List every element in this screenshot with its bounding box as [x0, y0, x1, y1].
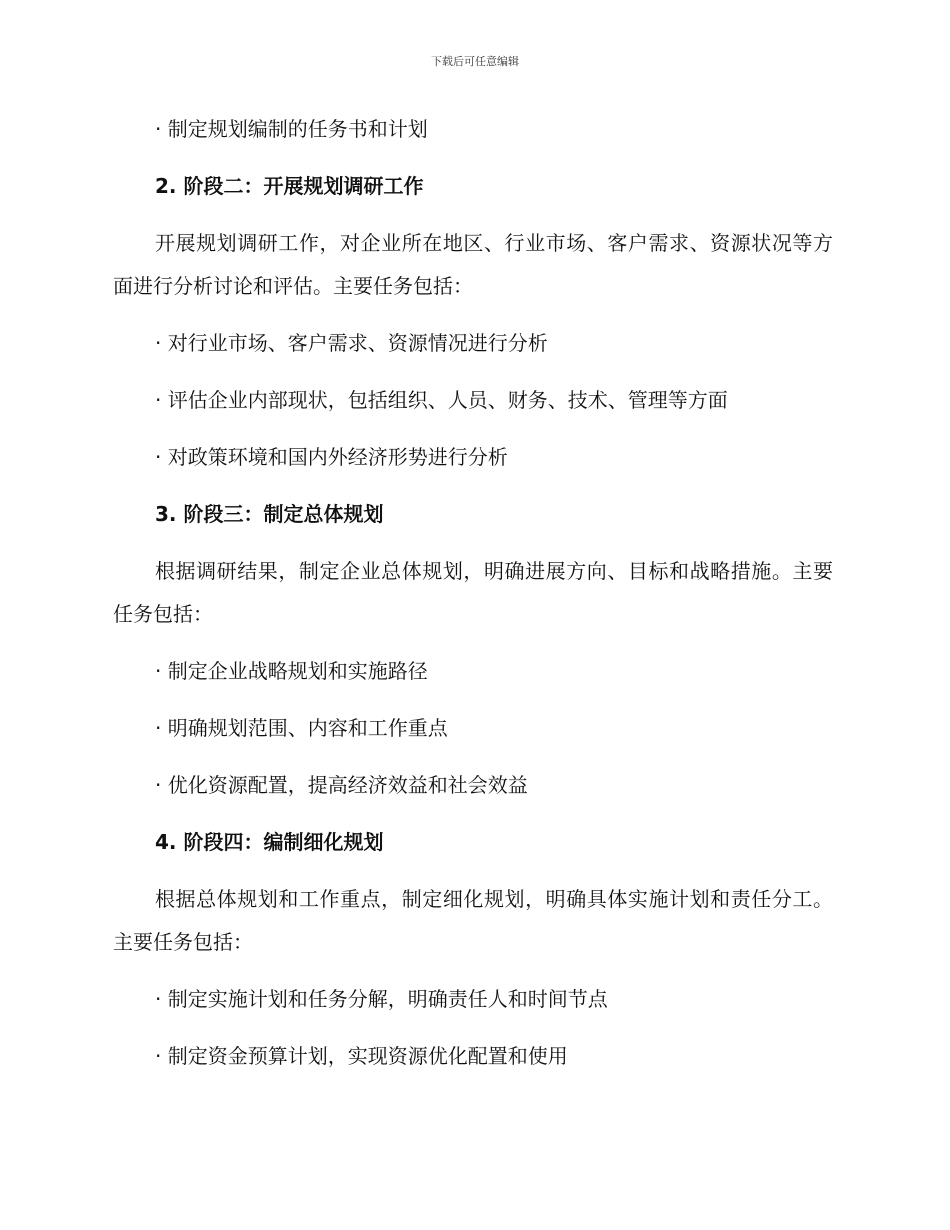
paragraph: 根据调研结果，制定企业总体规划，明确进展方向、目标和战略措施。主要任务包括： — [113, 559, 833, 626]
bullet-item: · 对政策环境和国内外经济形势进行分析 — [155, 445, 508, 469]
bullet-item: · 评估企业内部现状，包括组织、人员、财务、技术、管理等方面 — [155, 388, 728, 412]
bullet-item: · 制定实施计划和任务分解，明确责任人和时间节点 — [155, 987, 608, 1011]
bullet-item: · 优化资源配置，提高经济效益和社会效益 — [155, 773, 528, 797]
paragraph: 根据总体规划和工作重点，制定细化规划，明确具体实施计划和责任分工。主要任务包括： — [113, 887, 833, 954]
section-heading: 4. 阶段四：编制细化规划 — [155, 830, 384, 854]
page-header-note: 下载后可任意编辑 — [431, 55, 519, 68]
bullet-item: · 制定资金预算计划，实现资源优化配置和使用 — [155, 1044, 568, 1068]
bullet-item: · 制定企业战略规划和实施路径 — [155, 659, 428, 683]
bullet-item: · 制定规划编制的任务书和计划 — [155, 117, 428, 141]
bullet-item: · 明确规划范围、内容和工作重点 — [155, 716, 448, 740]
document-body — [113, 112, 833, 1096]
paragraph: 开展规划调研工作，对企业所在地区、行业市场、客户需求、资源状况等方面进行分析讨论和评估。主要任务包括： — [113, 231, 833, 298]
bullet-item: · 对行业市场、客户需求、资源情况进行分析 — [155, 331, 548, 355]
section-heading: 3. 阶段三：制定总体规划 — [155, 502, 384, 526]
section-heading: 2. 阶段二：开展规划调研工作 — [155, 174, 424, 198]
